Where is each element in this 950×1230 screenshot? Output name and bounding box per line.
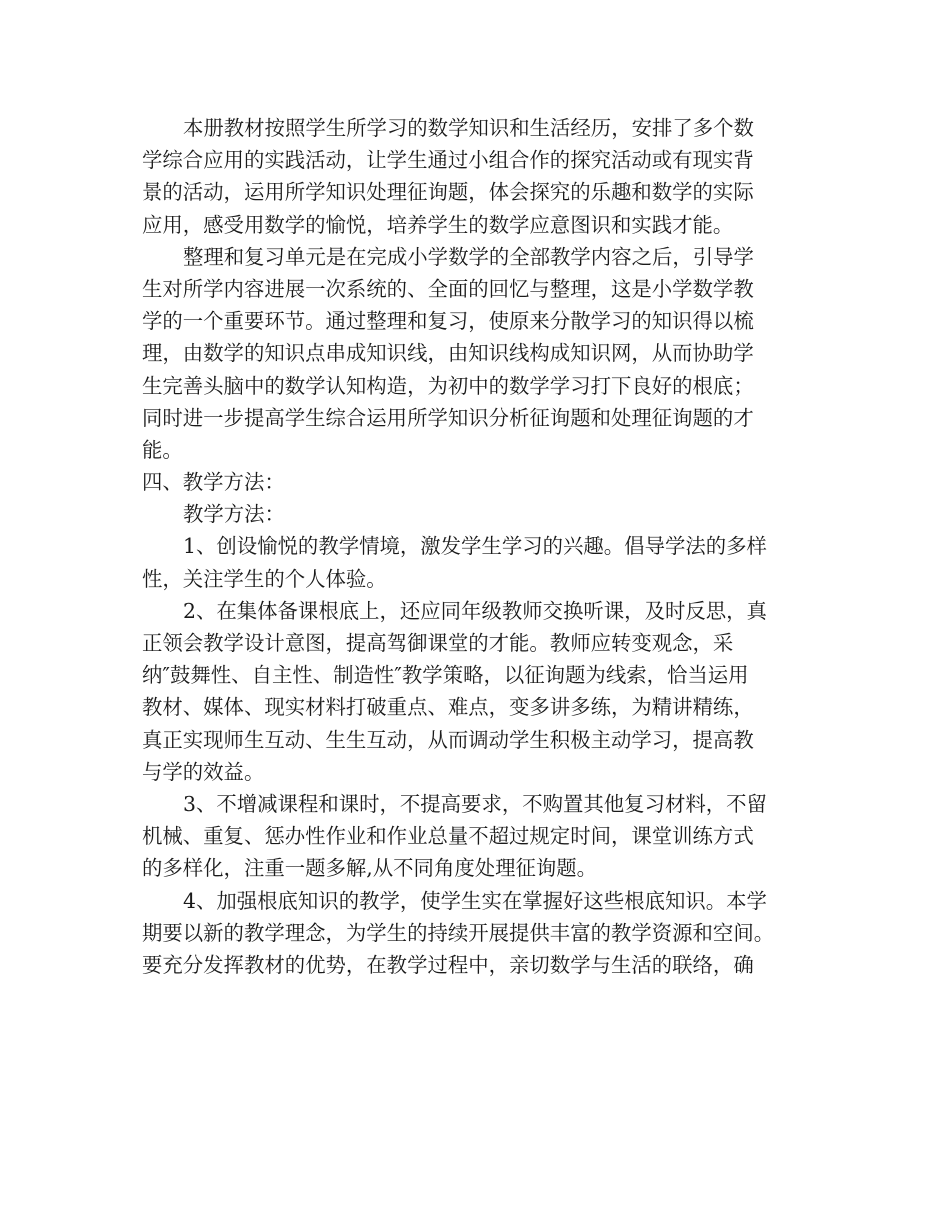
text-line: 生对所学内容进展一次系统的、全面的回忆与整理，这是小学数学教 xyxy=(142,276,754,301)
text-line: 机械、重复、惩办性作业和作业总量不超过规定时间，课堂训练方式 xyxy=(142,824,754,849)
text-line: 本册教材按照学生所学习的数学知识和生活经历，安排了多个数 xyxy=(183,116,754,140)
text-line: 同时进一步提高学生综合运用所学知识分析征询题和处理征询题的才 xyxy=(142,405,754,430)
document-body xyxy=(142,112,822,981)
text-line: 的多样化，注重一题多解,从不同角度处理征询题。 xyxy=(142,856,598,881)
text-line: 理，由数学的知识点串成知识线，由知识线构成知识网，从而协助学 xyxy=(142,341,754,366)
text-line: 与学的效益。 xyxy=(142,759,265,784)
text-line: 2、在集体备课根底上，还应同年级教师交换听课，及时反思，真 xyxy=(183,598,767,623)
text-line: 学综合应用的实践活动，让学生通过小组合作的探究活动或有现实背 xyxy=(142,148,754,173)
text-line: 3、不增减课程和课时，不提高要求，不购置其他复习材料，不留 xyxy=(183,791,767,816)
text-line: 期要以新的教学理念，为学生的持续开展提供丰富的教学资源和空间。 xyxy=(142,920,775,945)
text-line: 1、创设愉悦的教学情境，激发学生学习的兴趣。倡导学法的多样 xyxy=(183,534,767,559)
text-line: 教材、媒体、现实材料打破重点、难点，变多讲多练，为精讲精练， xyxy=(142,695,754,720)
text-line: 纳″鼓舞性、自主性、制造性″教学策略，以征询题为线索，恰当运用 xyxy=(142,663,749,688)
text-line: 要充分发挥教材的优势，在教学过程中，亲切数学与生活的联络，确 xyxy=(142,952,754,977)
text-line: 学的一个重要环节。通过整理和复习，使原来分散学习的知识得以梳 xyxy=(142,309,754,334)
text-line: 整理和复习单元是在完成小学数学的全部教学内容之后，引导学 xyxy=(183,244,754,269)
text-line: 生完善头脑中的数学认知构造，为初中的数学学习打下良好的根底； xyxy=(142,373,754,398)
text-line: 应用，感受用数学的愉悦，培养学生的数学应意图识和实践才能。 xyxy=(142,212,734,237)
text-line: 4、加强根底知识的教学，使学生实在掌握好这些根底知识。本学 xyxy=(183,888,767,913)
text-line: 性，关注学生的个人体验。 xyxy=(142,566,387,591)
text-line: 正领会教学设计意图，提高驾御课堂的才能。教师应转变观念，采 xyxy=(142,631,734,655)
text-line: 景的活动，运用所学知识处理征询题，体会探究的乐趣和数学的实际 xyxy=(142,180,754,205)
text-line: 真正实现师生互动、生生互动，从而调动学生积极主动学习，提高教 xyxy=(142,727,754,752)
text-line: 教学方法： xyxy=(183,502,285,527)
text-line: 能。 xyxy=(142,437,183,462)
text-line: 四、教学方法： xyxy=(142,470,285,495)
